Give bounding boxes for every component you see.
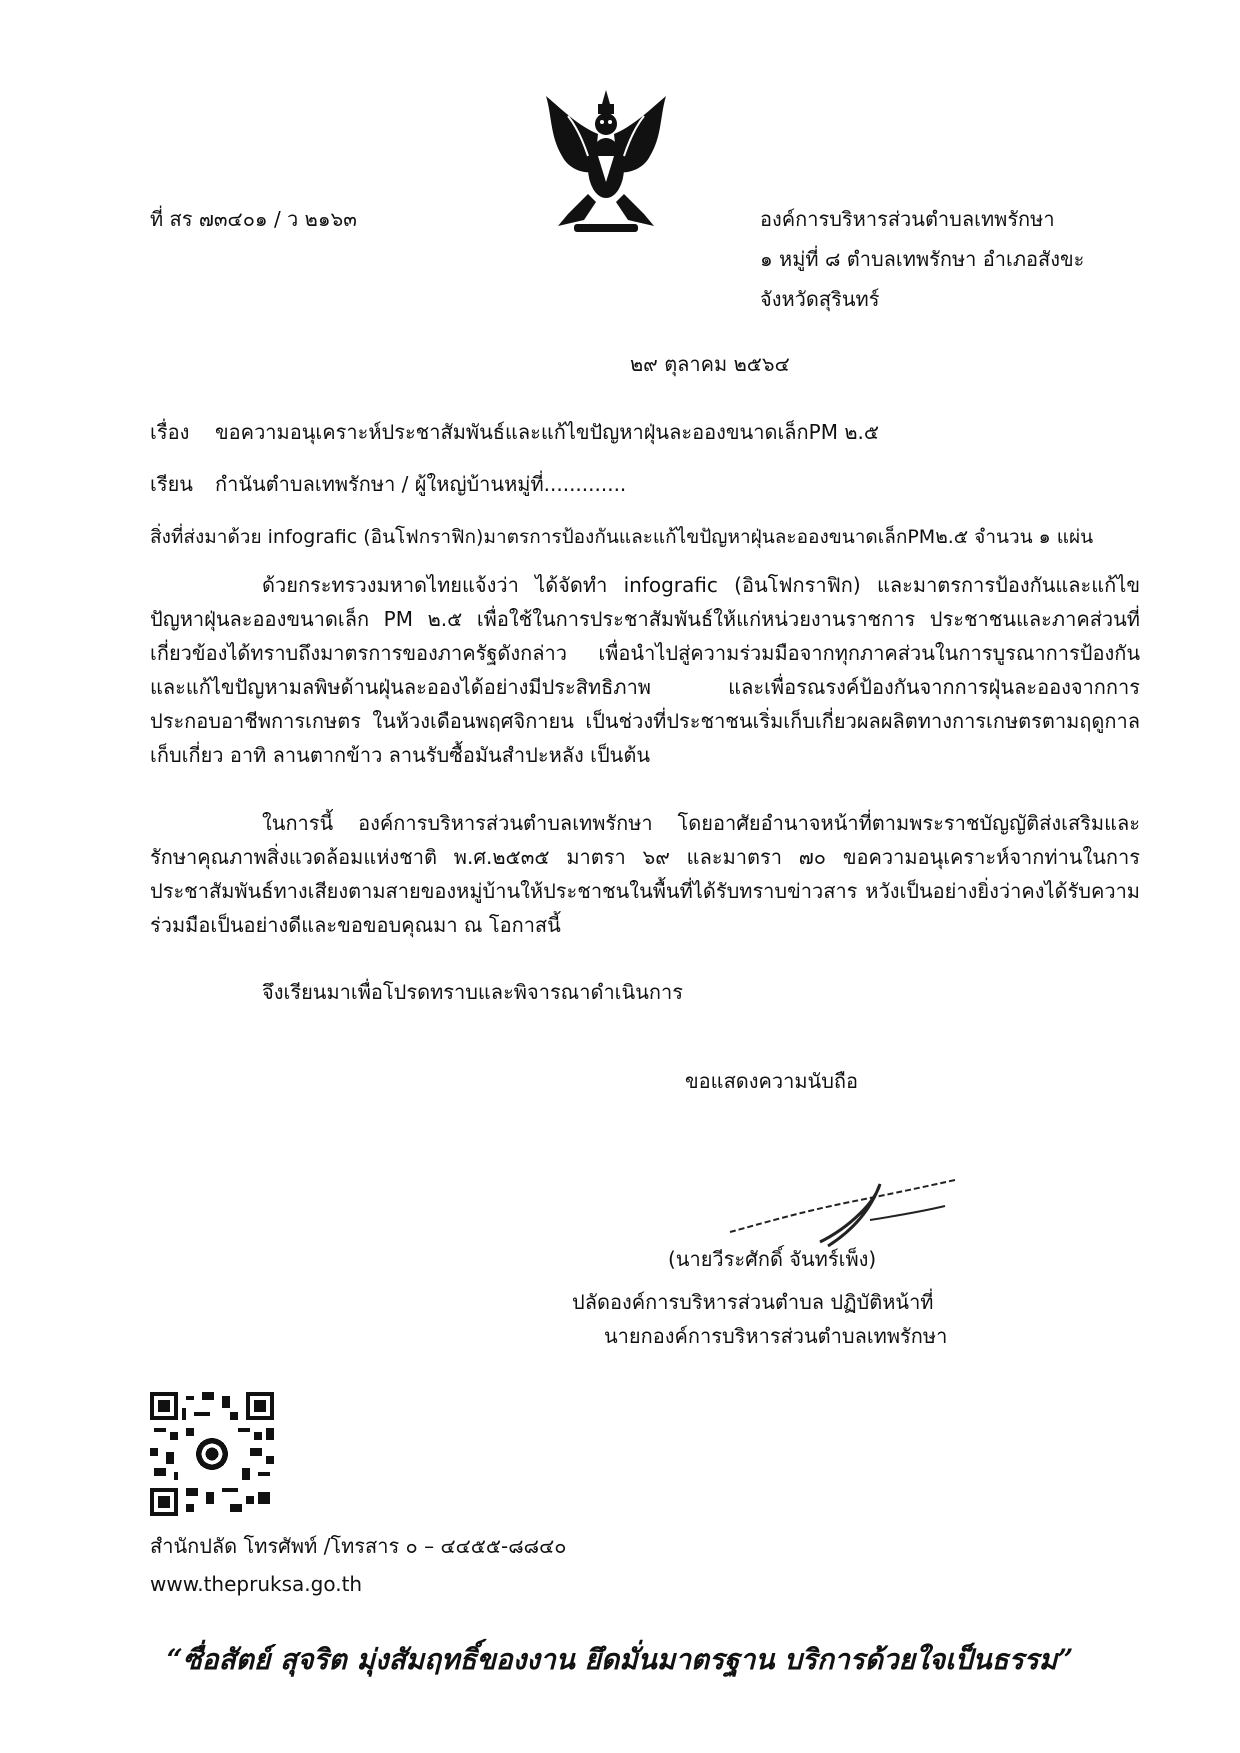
body-paragraph-3: จึงเรียนมาเพื่อโปรดทราบและพิจารณาดำเนินการ bbox=[262, 980, 683, 1004]
enclosure-line: สิ่งที่ส่งมาด้วย infografic (อินโฟกราฟิก)มาตรการป้องกันและแก้ไขปัญหาฝุ่นละอองขนาดเล็กPM๒.๕ จำนวน ๑ แผ่น bbox=[150, 526, 1094, 548]
qr-code[interactable] bbox=[150, 1392, 274, 1516]
org-name: องค์การบริหารส่วนตำบลเทพรักษา bbox=[760, 207, 1055, 231]
garuda-emblem bbox=[538, 86, 674, 236]
organization-motto: “ซื่อสัตย์ สุจริต มุ่งสัมฤทธิ์ของงาน ยึดมั่นมาตรฐาน บริการด้วยใจเป็นธรรม” bbox=[166, 1643, 1074, 1676]
website-link[interactable]: www.thepruksa.go.th bbox=[150, 1572, 363, 1596]
recipient-text: กำนันตำบลเทพรักษา / ผู้ใหญ่บ้านหมู่ที่............. bbox=[215, 472, 627, 496]
body-paragraph-1: ด้วยกระทรวงมหาดไทยแจ้งว่า ได้จัดทำ infografic (อินโฟกราฟิก) และมาตรการป้องกันและแก้ไขปัญหาฝุ่นละอองขนาดเล็ก PM ๒.๕ เพื่อใช้ในการประชาสัมพันธ์ให้แก่หน่วยงานราชการ ประชาชนและภาคส่วนที่เกี่ยวข้องได้ทราบถึงมาตรการของภาครัฐดังกล่าว เพื่อนำไปสู่ความร่วมมือจากทุกภาคส่วนในการบูรณาการป้องกันและแก้ไขปัญหามลพิษด้านฝุ่นละอองได้อย่างมีประสิทธิภาพ และเพื่อรณรงค์ป้องกันจากการฝุ่นละอองจากการประกอบอาชีพการเกษตร ในห้วงเดือนพฤศจิกายน เป็นช่วงที่ประชาชนเริ่มเก็บเกี่ยวผลผลิตทางการเกษตรตามฤดูกาลเก็บเกี่ยว อาทิ ลานตากข้าว ลานรับซื้อมันสำปะหลัง เป็นต้น bbox=[150, 573, 1140, 767]
closing-salutation: ขอแสดงความนับถือ bbox=[685, 1069, 859, 1093]
office-contact: สำนักปลัด โทรศัพท์ /โทรสาร ๐ – ๔๔๕๕-๘๘๔๐ bbox=[150, 1534, 567, 1558]
subject-text: ขอความอนุเคราะห์ประชาสัมพันธ์และแก้ไขปัญหาฝุ่นละอองขนาดเล็กPM ๒.๕ bbox=[215, 420, 880, 444]
org-province: จังหวัดสุรินทร์ bbox=[760, 287, 880, 311]
document-date: ๒๙ ตุลาคม ๒๕๖๔ bbox=[630, 352, 790, 376]
signer-title-1: ปลัดองค์การบริหารส่วนตำบล ปฏิบัติหน้าที่ bbox=[572, 1290, 934, 1314]
subject-label: เรื่อง bbox=[150, 420, 190, 444]
body-paragraph-2: ในการนี้ องค์การบริหารส่วนตำบลเทพรักษา โดยอาศัยอำนาจหน้าที่ตามพระราชบัญญัติส่งเสริมและรักษาคุณภาพสิ่งแวดล้อมแห่งชาติ พ.ศ.๒๕๓๕ มาตรา ๖๙ และมาตรา ๗๐ ขอความอนุเคราะห์จากท่านในการประชาสัมพันธ์ทางเสียงตามสายของหมู่บ้านให้ประชาชนในพื้นที่ได้รับทราบข่าวสาร หวังเป็นอย่างยิ่งว่าคงได้รับความร่วมมือเป็นอย่างดีและขอขอบคุณมา ณ โอกาสนี้ bbox=[150, 811, 1140, 937]
signer-name: (นายวีระศักดิ์ จันทร์เพ็ง) bbox=[668, 1247, 877, 1271]
org-address: ๑ หมู่ที่ ๘ ตำบลเทพรักษา อำเภอสังขะ bbox=[760, 247, 1085, 271]
signer-title-2: นายกองค์การบริหารส่วนตำบลเทพรักษา bbox=[604, 1324, 948, 1348]
recipient-label: เรียน bbox=[150, 472, 193, 496]
signature bbox=[700, 1172, 960, 1252]
document-number: ที่ สร ๗๓๔๐๑ / ว ๒๑๖๓ bbox=[150, 207, 357, 231]
